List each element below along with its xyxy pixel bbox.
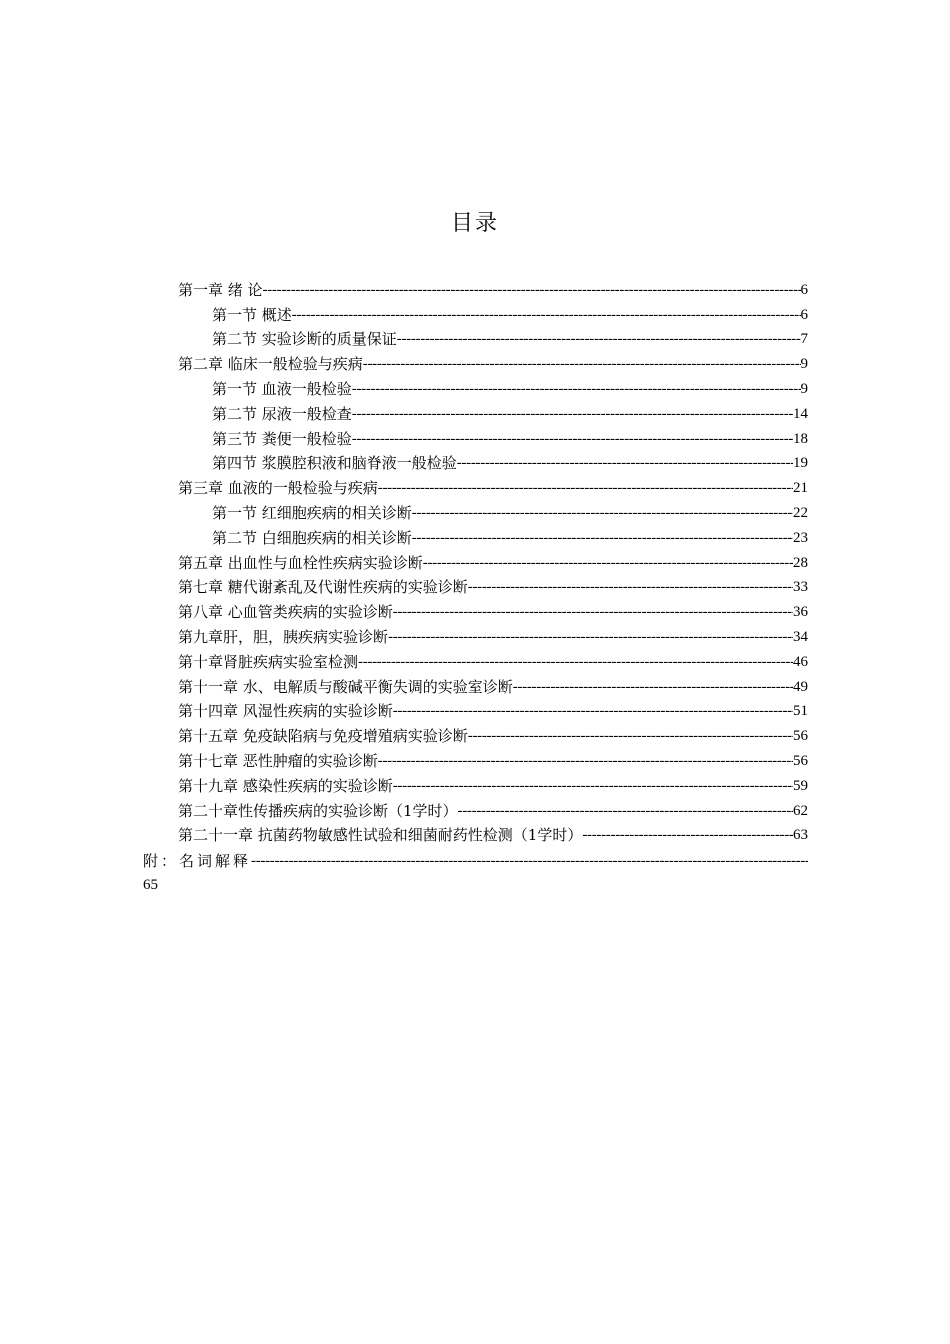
toc-dot-leader: [378, 478, 793, 498]
toc-entry-label: 第十七章 恶性肿瘤的实验诊断: [178, 751, 378, 770]
toc-page-number: 9: [800, 380, 808, 397]
toc-entry-label: 第十五章 免疫缺陷病与免疫增殖病实验诊断: [178, 727, 468, 746]
toc-entry-label: 第二十一章 抗菌药物敏感性试验和细菌耐药性检测（1学时）: [178, 826, 583, 845]
toc-section-entry[interactable]: [178, 424, 808, 449]
toc-page-number: 21: [793, 480, 808, 497]
toc-chapter-entry[interactable]: [178, 548, 808, 573]
toc-entry-label: 第一章 绪 论: [178, 280, 263, 299]
appendix-dot-leader: [251, 849, 808, 873]
toc-page-number: 56: [793, 728, 808, 745]
toc-dot-leader: [457, 453, 793, 473]
toc-title: 目录: [450, 211, 499, 236]
appendix-line: [143, 849, 808, 873]
toc-page-number: 19: [793, 455, 808, 472]
toc-page-number: 14: [793, 405, 808, 422]
toc-list: [178, 275, 808, 845]
toc-dot-leader: [423, 553, 793, 573]
toc-entry-label: 第二节 实验诊断的质量保证: [212, 330, 397, 349]
toc-dot-leader: [393, 602, 793, 622]
toc-entry-label: 第十一章 水、电解质与酸碱平衡失调的实验室诊断: [178, 677, 513, 696]
toc-dot-leader: [363, 354, 801, 374]
toc-page-number: 28: [793, 554, 808, 571]
appendix-label: 附：名词解释: [143, 852, 252, 870]
toc-page-number: 62: [793, 802, 808, 819]
toc-dot-leader: [393, 776, 793, 796]
toc-dot-leader: [352, 379, 801, 399]
toc-entry-label: 第五章 出血性与血栓性疾病实验诊断: [178, 553, 423, 572]
toc-page-number: 7: [800, 331, 808, 348]
toc-page-number: 34: [793, 628, 808, 645]
toc-entry-label: 第一节 血液一般检验: [212, 379, 352, 398]
toc-entry-label: 第二十章性传播疾病的实验诊断（1学时）: [178, 801, 458, 820]
toc-entry-label: 第四节 浆膜腔积液和脑脊液一般检验: [212, 454, 457, 473]
toc-dot-leader: [397, 329, 801, 349]
toc-page-number: 33: [793, 579, 808, 596]
toc-dot-leader: [358, 652, 793, 672]
toc-dot-leader: [292, 305, 801, 325]
toc-section-entry[interactable]: [178, 325, 808, 350]
toc-page-number: 36: [793, 604, 808, 621]
toc-section-entry[interactable]: [178, 399, 808, 424]
toc-chapter-entry[interactable]: [178, 647, 808, 672]
toc-chapter-entry[interactable]: [178, 473, 808, 498]
toc-entry-label: 第三节 粪便一般检验: [212, 429, 352, 448]
toc-section-entry[interactable]: [178, 498, 808, 523]
toc-dot-leader: [468, 577, 793, 597]
toc-dot-leader: [352, 404, 793, 424]
toc-page-number: 59: [793, 777, 808, 794]
toc-chapter-entry[interactable]: [178, 349, 808, 374]
toc-page-number: 56: [793, 752, 808, 769]
toc-entry-label: 第十四章 风湿性疾病的实验诊断: [178, 702, 393, 721]
toc-dot-leader: [263, 280, 801, 300]
toc-chapter-entry[interactable]: [178, 275, 808, 300]
toc-dot-leader: [582, 825, 793, 845]
toc-page-number: 49: [793, 678, 808, 695]
toc-dot-leader: [412, 503, 793, 523]
toc-dot-leader: [513, 677, 793, 697]
toc-entry-label: 第三章 血液的一般检验与疾病: [178, 479, 378, 498]
toc-entry-label: 第二节 尿液一般检查: [212, 404, 352, 423]
toc-entry-label: 第二节 白细胞疾病的相关诊断: [212, 528, 412, 547]
toc-chapter-entry[interactable]: [178, 771, 808, 796]
toc-page-number: 6: [800, 281, 808, 298]
toc-dot-leader: [468, 726, 793, 746]
toc-entry-label: 第七章 糖代谢紊乱及代谢性疾病的实验诊断: [178, 578, 468, 597]
appendix-entry[interactable]: [143, 849, 808, 897]
toc-section-entry[interactable]: [178, 300, 808, 325]
toc-dot-leader: [352, 429, 793, 449]
toc-section-entry[interactable]: [178, 449, 808, 474]
toc-chapter-entry[interactable]: [178, 697, 808, 722]
toc-page-number: 63: [793, 827, 808, 844]
toc-page-number: 46: [793, 653, 808, 670]
toc-dot-leader: [412, 528, 793, 548]
toc-entry-label: 第一节 红细胞疾病的相关诊断: [212, 503, 412, 522]
toc-entry-label: 第二章 临床一般检验与疾病: [178, 355, 363, 374]
toc-chapter-entry[interactable]: [178, 796, 808, 821]
toc-page-number: 6: [800, 306, 808, 323]
toc-chapter-entry[interactable]: [178, 573, 808, 598]
toc-chapter-entry[interactable]: [178, 597, 808, 622]
toc-chapter-entry[interactable]: [178, 672, 808, 697]
toc-entry-label: 第一节 概述: [212, 305, 292, 324]
toc-chapter-entry[interactable]: [178, 622, 808, 647]
toc-chapter-entry[interactable]: [178, 821, 808, 846]
toc-entry-label: 第十章肾脏疾病实验室检测: [178, 652, 359, 671]
appendix-page-number: 65: [143, 877, 158, 893]
toc-chapter-entry[interactable]: [178, 746, 808, 771]
toc-dot-leader: [458, 801, 793, 821]
toc-dot-leader: [393, 701, 793, 721]
toc-page-number: 9: [800, 356, 808, 373]
toc-entry-label: 第八章 心血管类疾病的实验诊断: [178, 603, 393, 622]
toc-page-number: 51: [793, 703, 808, 720]
toc-page-number: 18: [793, 430, 808, 447]
toc-entry-label: 第九章肝，胆，胰疾病实验诊断: [178, 627, 389, 646]
toc-chapter-entry[interactable]: [178, 721, 808, 746]
toc-entry-label: 第十九章 感染性疾病的实验诊断: [178, 776, 393, 795]
toc-section-entry[interactable]: [178, 523, 808, 548]
toc-dot-leader: [388, 627, 793, 647]
toc-dot-leader: [378, 751, 793, 771]
toc-section-entry[interactable]: [178, 374, 808, 399]
toc-page-number: 23: [793, 529, 808, 546]
toc-page-number: 22: [793, 504, 808, 521]
